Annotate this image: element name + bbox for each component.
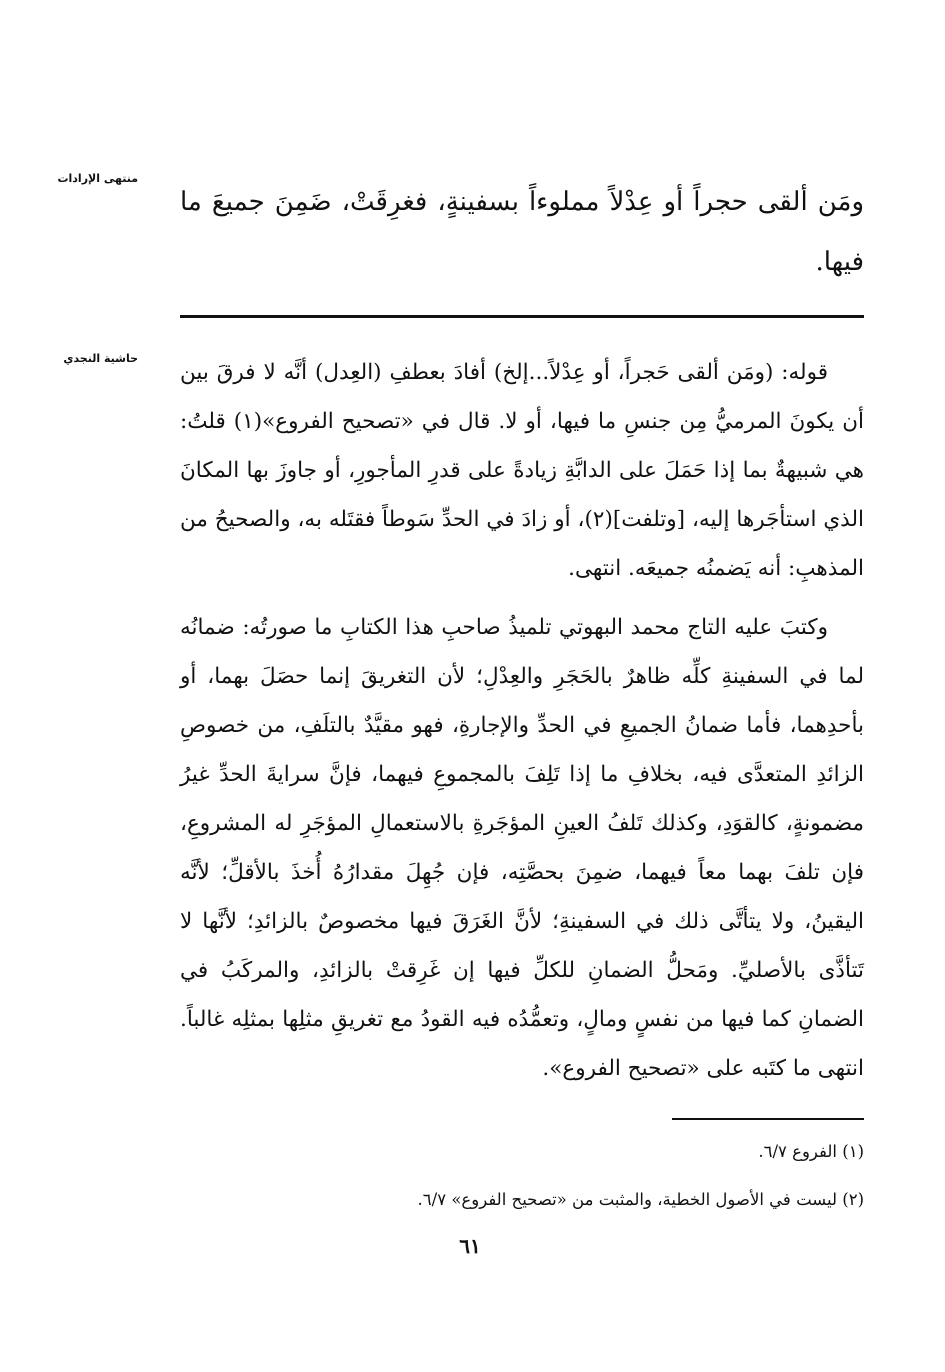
- page-number: ٦١: [459, 1234, 481, 1258]
- side-label-matn: منتهى الإرادات: [57, 172, 138, 185]
- footnote-divider: [672, 1118, 864, 1120]
- matn-text: ومَن ألقى حجراً أو عِدْلاً مملوءاً بسفينةٍ، فغرِقَتْ، ضَمِنَ جميعَ ما فيها.: [180, 187, 864, 277]
- sharh-paragraph-1: قوله: (ومَن ألقى حَجراً، أو عِدْلاً...إلخ) أفادَ بعطفِ (العِدل) أنَّه لا فرقَ بين أن يكونَ المرميُّ مِن جنسِ ما فيها، أو لا. قال في «تصحيح الفروع»(١) قلتُ: هي شبيهةٌ بما إذا حَمَلَ على الدابَّةِ زيادةً على قدرِ المأجورِ، أو جاوزَ بها المكانَ الذي استأجَرها إليه، [وتلفت](٢)، أو زادَ في الحدِّ سَوطاً فقتَله به، والصحيحُ من المذهبِ: أنه يَضمنُه جميعَه. انتهى.: [180, 360, 864, 581]
- footnote-1: (١) الفروع ٦/٧.: [758, 1142, 864, 1161]
- section-divider: [180, 315, 864, 318]
- footnotes: [180, 1128, 864, 1224]
- side-label-sharh: حاشية النجدي: [63, 352, 138, 365]
- footnote-2: (٢) ليست في الأصول الخطية، والمثبت من «تصحيح الفروع» ٦/٧.: [417, 1190, 864, 1209]
- sharh-text: [180, 348, 864, 1093]
- sharh-paragraph-2: وكتبَ عليه التاج محمد البهوتي تلميذُ صاحبِ هذا الكتابِ ما صورتُه: ضمانُه لما في السفينةِ كلِّه ظاهرٌ بالحَجَرِ والعِدْلِ؛ لأن التغريقَ إنما حصَلَ بهما، أو بأحدِهما، فأما ضمانُ الجميعِ في الحدِّ والإجارةِ، فهو مقيَّدٌ بالتلَفِ، من خصوصِ الزائدِ المتعدَّى فيه، بخلافِ ما إذا تَلِفَ بالمجموعِ فيهما، فإنَّ سرايةَ الحدِّ غيرُ مضمونةٍ، كالقوَدِ، وكذلك تَلفُ العينِ المؤجَرةِ بالاستعمالِ المؤجَرِ له المشروعِ، فإن تلفَ بهما معاً فيهما، ضمِنَ بحصَّتِه، فإن جُهِلَ مقدارُهُ أُخذَ بالأقلِّ؛ لأنَّه اليقينُ، ولا يتأتَّى ذلك في السفينةِ؛ لأنَّ الغَرَقَ فيها مخصوصٌ بالزائدِ؛ لأنَّها لا تَتأذَّى بالأصليِّ. ومَحلُّ الضمانِ للكلِّ فيها إن غَرِقتْ بالزائدِ، والمركَبُ في الضمانِ كما فيها من نفسٍ ومالٍ، وتعمُّدُه فيه القودُ مع تغريقِ مثلِها بمثلِه غالباً. انتهى ما كتَبه على «تصحيح الفروع».: [180, 615, 864, 1081]
